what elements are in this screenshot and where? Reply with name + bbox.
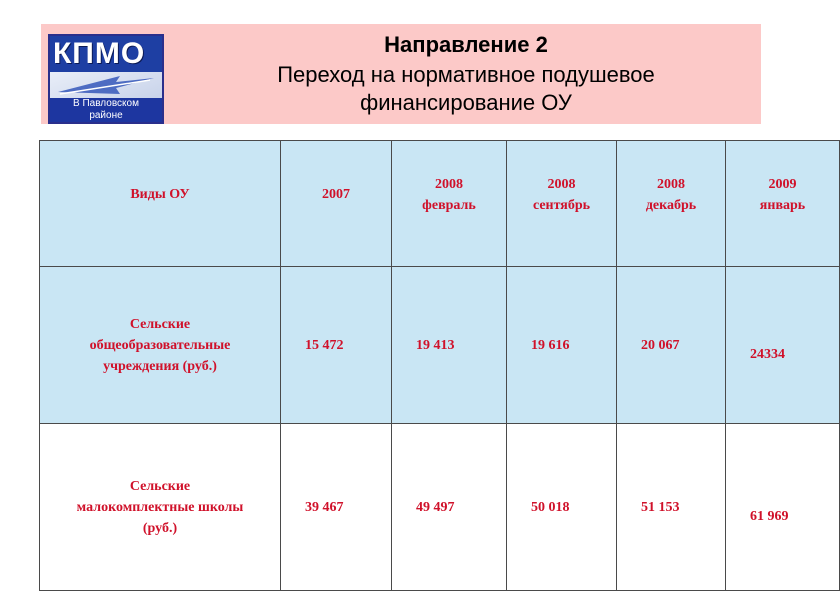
logo-arrow-icon bbox=[50, 72, 162, 98]
value-cell: 24334 bbox=[726, 267, 840, 424]
row-label-text: общеобразовательные bbox=[89, 337, 231, 353]
row-label-text: учреждения (руб.) bbox=[103, 358, 217, 374]
slide-subtitle-line1: Переход на нормативное подушевое bbox=[277, 62, 655, 87]
header-text: 2007 bbox=[322, 187, 350, 202]
header-year: 2008 bbox=[657, 176, 685, 192]
logo-graphic bbox=[50, 72, 162, 98]
header-year: 2008 bbox=[435, 176, 463, 192]
value-cell: 19 413 bbox=[392, 267, 507, 424]
header-year: 2009 bbox=[768, 176, 797, 192]
header-month: декабрь bbox=[645, 197, 697, 213]
row-label-rural-small bbox=[40, 424, 281, 591]
row-label-text: Сельские bbox=[129, 478, 191, 494]
header-cell-2008-feb bbox=[392, 141, 507, 267]
value-cell: 20 067 bbox=[617, 267, 726, 424]
row-label-text: малокомплектные школы bbox=[76, 499, 244, 515]
value-cell: 50 018 bbox=[507, 424, 617, 591]
funding-table-container bbox=[39, 140, 806, 536]
value-cell: 51 153 bbox=[617, 424, 726, 591]
header-cell-2007 bbox=[281, 141, 392, 267]
table-row bbox=[40, 424, 840, 591]
header-month: сентябрь bbox=[532, 197, 591, 213]
funding-table bbox=[39, 140, 840, 591]
row-label-text: Сельские bbox=[129, 316, 191, 332]
logo-subtitle-line2: районе bbox=[89, 110, 123, 121]
kpmo-logo bbox=[48, 34, 164, 124]
value-cell: 15 472 bbox=[281, 267, 392, 424]
header-cell-2009-jan bbox=[726, 141, 840, 267]
row-label-text: (руб.) bbox=[142, 520, 178, 536]
value-cell: 61 969 bbox=[726, 424, 840, 591]
header-year: 2008 bbox=[547, 176, 576, 192]
logo-subtitle-line1: В Павловском bbox=[73, 98, 139, 109]
row-label-rural-general bbox=[40, 267, 281, 424]
header-month: январь bbox=[759, 197, 806, 213]
header-cell-2008-dec bbox=[617, 141, 726, 267]
header-band bbox=[41, 24, 761, 124]
value-cell: 49 497 bbox=[392, 424, 507, 591]
table-header-row bbox=[40, 141, 840, 267]
slide-subtitle-line2: финансирование ОУ bbox=[360, 90, 572, 115]
slide-title: Направление 2 bbox=[384, 32, 548, 57]
value-cell: 39 467 bbox=[281, 424, 392, 591]
header-cell-type bbox=[40, 141, 281, 267]
header-cell-2008-sep bbox=[507, 141, 617, 267]
logo-letters: КПМО bbox=[53, 37, 146, 70]
table-row bbox=[40, 267, 840, 424]
header-text: Виды ОУ bbox=[130, 187, 190, 202]
value-cell: 19 616 bbox=[507, 267, 617, 424]
header-month: февраль bbox=[422, 197, 476, 213]
